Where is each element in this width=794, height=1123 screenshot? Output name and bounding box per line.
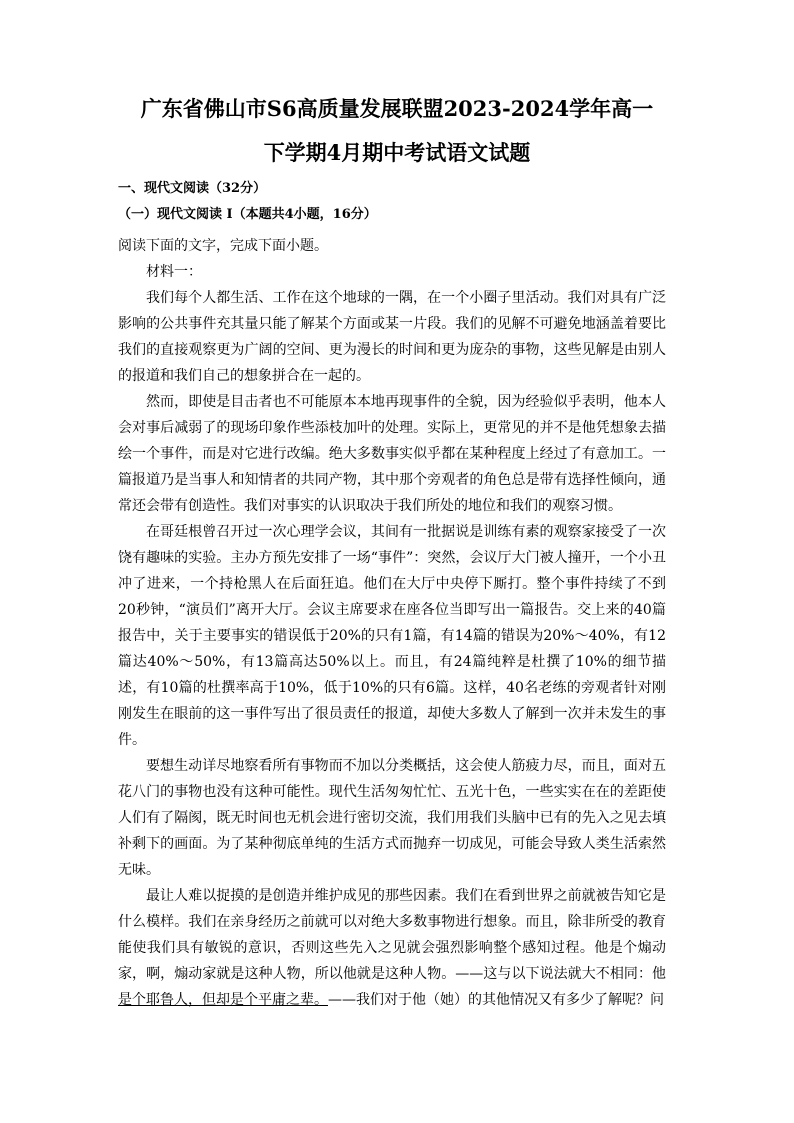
- paragraph: 要想生动详尽地察看所有事物而不加以分类概括，这会使人筋疲力尽，而且，面对五花八门的事物也没有这种可能性。现代生活匆匆忙忙、五光十色，一些实实在在的差距使人们有了隔阂，既无时间也无机会进行密切交流，我们用我们头脑中已有的先入之见去填补剩下的画面。为了某种彻底单纯的生活方式而抛弃一切成见，可能会导致人类生活索然无味。: [118, 758, 666, 878]
- document-title-line-1: 广东省佛山市S6高质量发展联盟2023-2024学年高一: [140, 96, 654, 121]
- section-heading: 一、现代文阅读（32分）: [118, 181, 267, 196]
- paragraph: 然而，即使是目击者也不可能原本本地再现事件的全貌，因为经验似乎表明，他本人会对事后减弱了的现场印象作些添枝加叶的处理。实际上，更常见的并不是他凭想象去描绘一个事件，而是对它进行改编。绝大多数事实似乎都在某种程度上经过了有意加工。一篇报道乃是当事人和知情者的共同产物，其中那个旁观者的角色总是带有选择性倾向，通常还会带有创造性。我们对事实的认识取决于我们所处的地位和我们的观察习惯。: [118, 394, 666, 514]
- document-title-line-2: 下学期4月期中考试语文试题: [263, 140, 531, 165]
- material-label: 材料一：: [146, 264, 202, 280]
- paragraph-last-end: ——我们对于他（她）的其他情况又有多少了解呢？问: [328, 992, 664, 1008]
- underlined-phrase: 是个耶鲁人，但却是个平庸之辈。: [118, 992, 328, 1008]
- paragraph: 在哥廷根曾召开过一次心理学会议，其间有一批据说是训练有素的观察家接受了一次饶有趣味的实验。主办方预先安排了一场“事件”：突然，会议厅大门被人撞开，一个小丑冲了进来，一个持枪黑人在后面狂追。他们在大厅中央停下厮打。整个事件持续了不到20秒钟，“演员们”离开大厅。会议主席要求在座各位当即写出一篇报告。交上来的40篇报告中，关于主要事实的错误低于20%的只有1篇，有14篇的错误为20%～40%，有12篇达40%～50%，有13篇高达50%以上。而且，有24篇纯粹是杜撰了10%的细节描述，有10篇的杜撰率高于10%，低于10%的只有6篇。这样，40名老练的旁观者针对刚刚发生在眼前的这一事件写出了很员责任的报道，却使大多数人了解到一次并未发生的事件。: [118, 524, 666, 748]
- passage-body: [118, 233, 666, 1013]
- paragraph: 我们每个人都生活、工作在这个地球的一隅，在一个小圈子里活动。我们对具有广泛影响的公共事件充其量只能了解某个方面或某一片段。我们的见解不可避免地涵盖着要比我们的直接观察更为广阔的空间、更为漫长的时间和更为庞杂的事物，这些见解是由别人的报道和我们自己的想象拼合在一起的。: [118, 290, 666, 384]
- subsection-heading: （一）现代文阅读 I（本题共4小题，16分）: [118, 207, 377, 222]
- paragraph-last: [118, 883, 666, 1013]
- instruction-text: 阅读下面的文字，完成下面小题。: [118, 238, 328, 254]
- paragraph-last-start: 最让人难以捉摸的是创造并维护成见的那些因素。我们在看到世界之前就被告知它是什么模样。我们在亲身经历之前就可以对绝大多数事物进行想象。而且，除非所受的教育能使我们具有敏锐的意识，否则这些先入之见就会强烈影响整个感知过程。他是个煽动家，啊，煽动家就是这种人物，所以他就是这种人物。——这与以下说法就大不相同：他: [118, 888, 666, 982]
